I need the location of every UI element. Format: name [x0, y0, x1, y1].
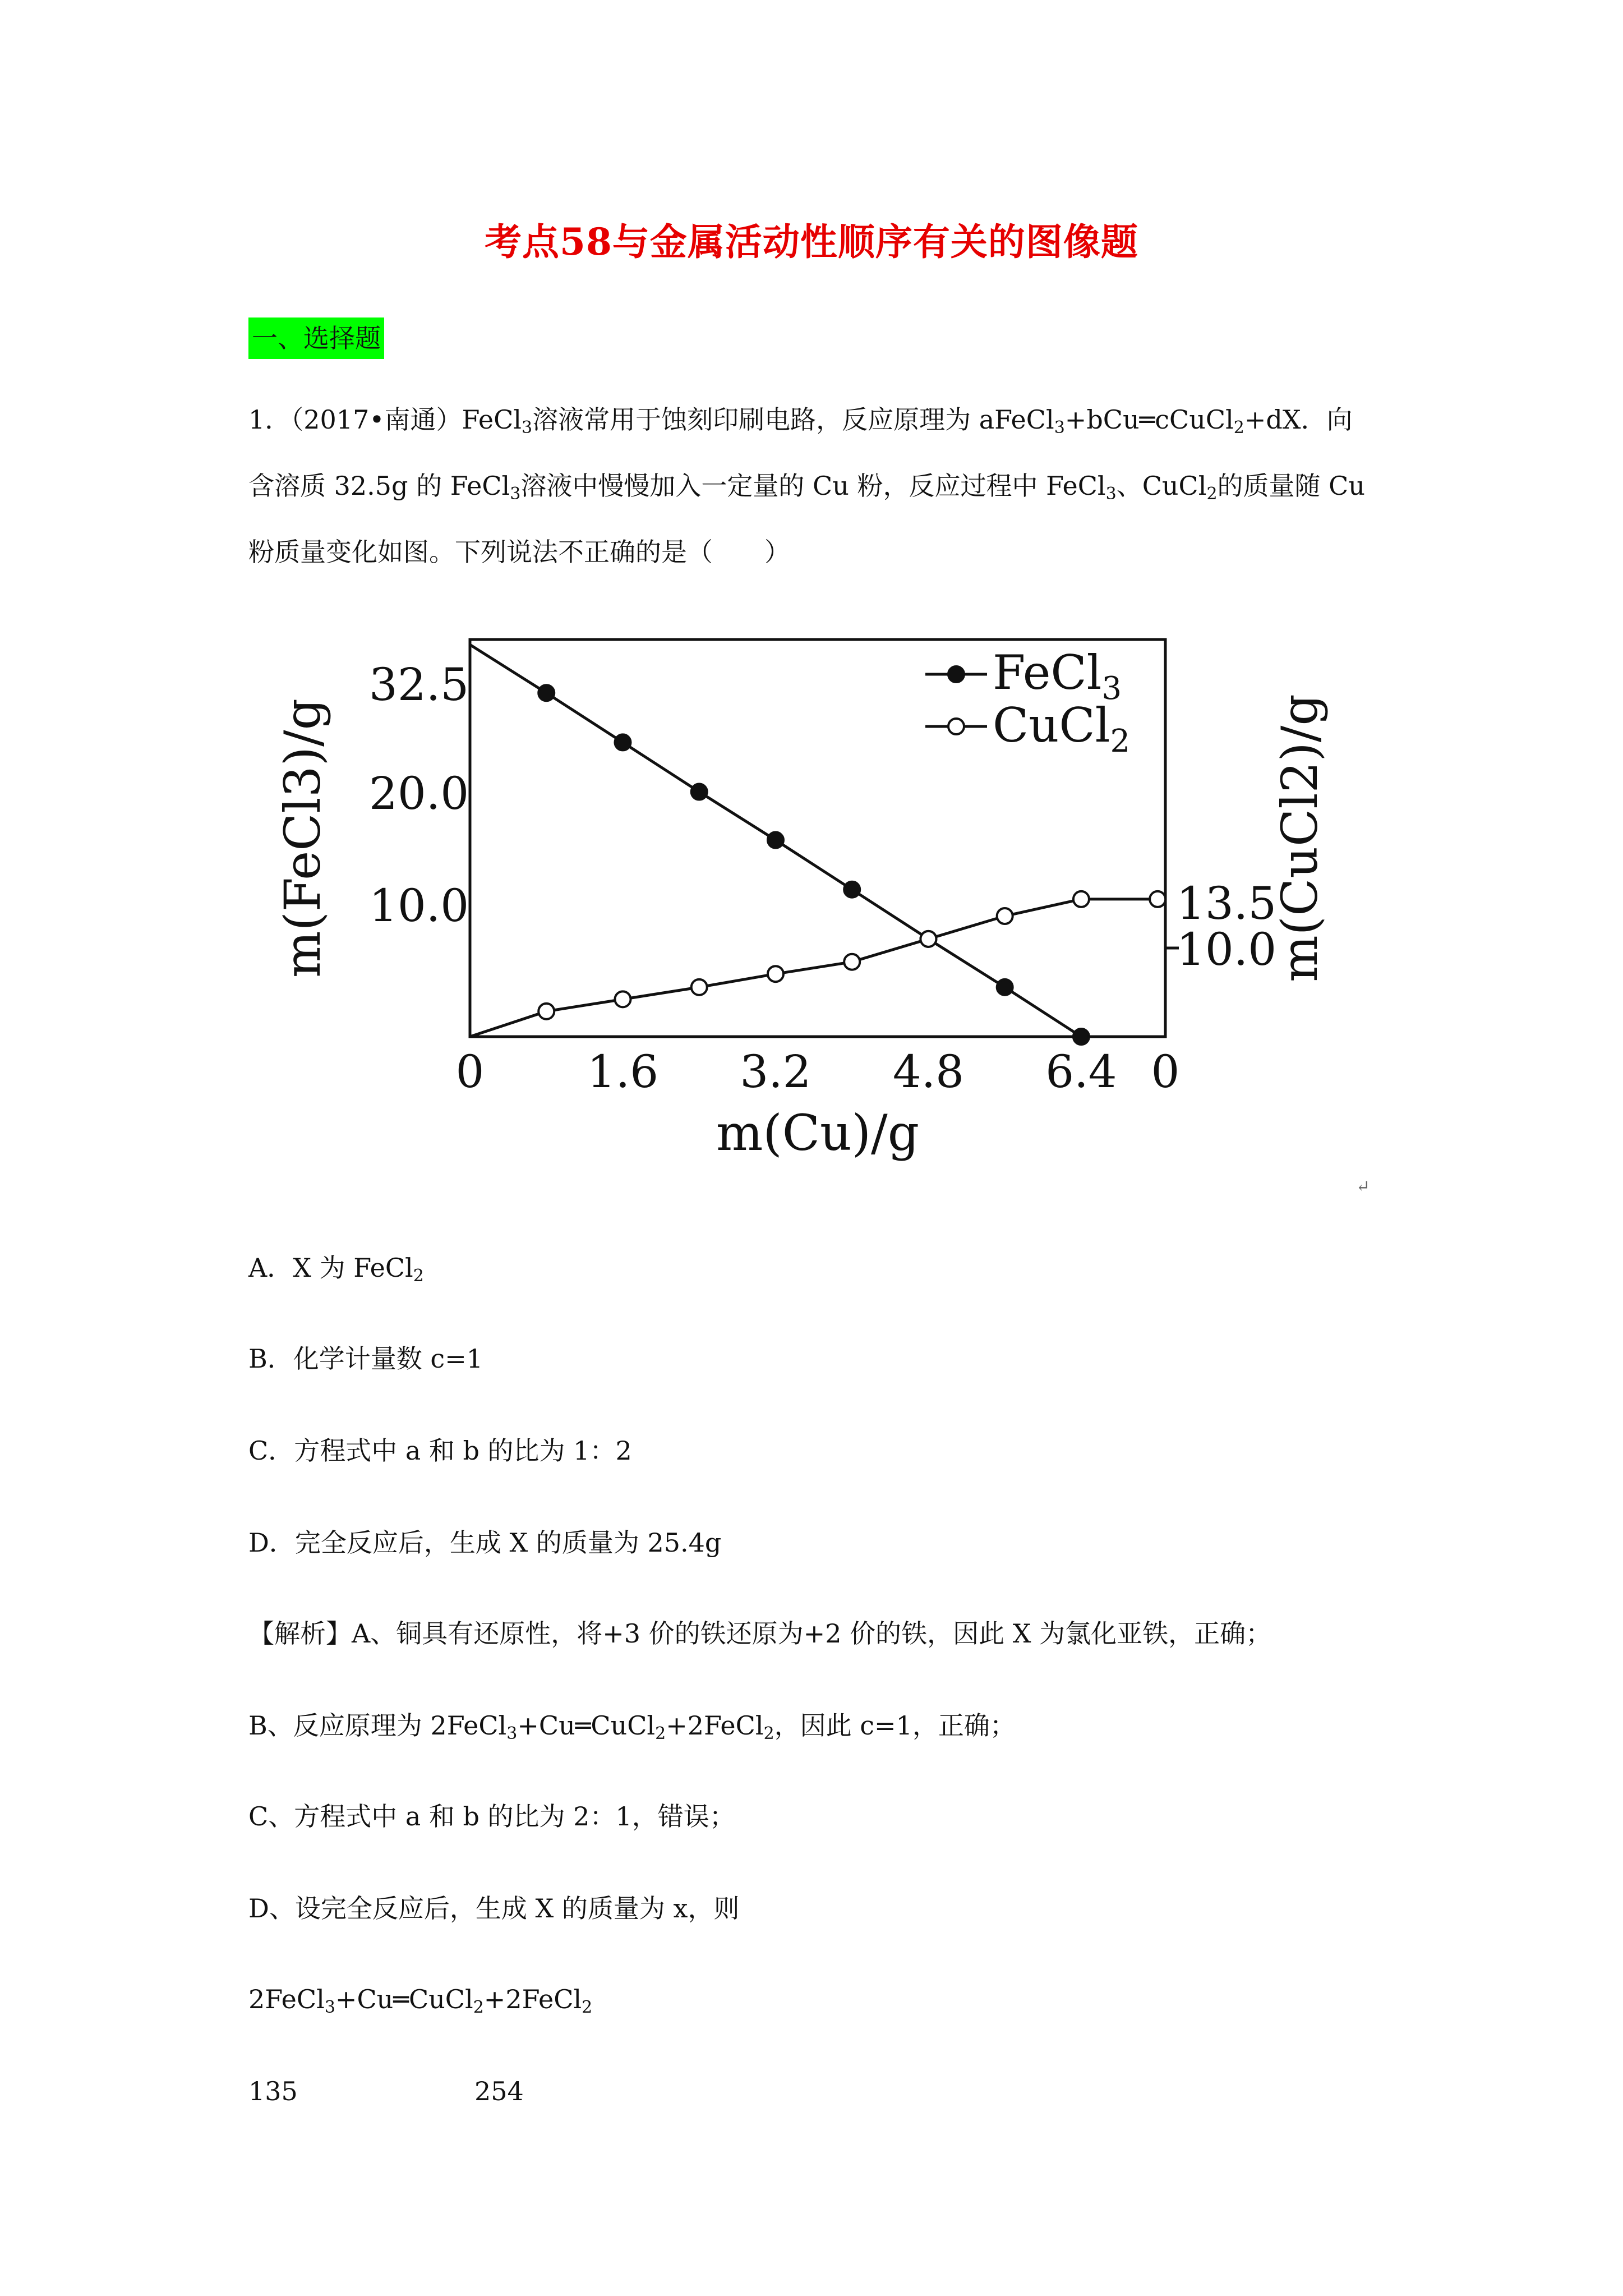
legend-marker-cucl2	[948, 719, 964, 734]
series-1-point-9	[1150, 891, 1165, 907]
y-left-tick-1: 20.0	[369, 767, 469, 820]
analysis-mass-2: 254	[474, 2076, 524, 2106]
series-0-point-1	[538, 685, 554, 701]
series-0-point-3	[691, 784, 707, 800]
y-left-tick-0: 32.5	[369, 659, 469, 711]
return-mark: ↵	[1356, 1177, 1371, 1197]
analysis-equation: 2FeCl$_3$+Cu═CuCl$_2$+2FeCl$_2$	[248, 1984, 593, 2017]
y-left-tick-2: 10.0	[369, 880, 469, 932]
legend-label-cucl2: CuCl$_2$	[993, 698, 1131, 760]
analysis-mass-1: 135	[248, 2076, 298, 2106]
question-line-1: 1．（2017•南通）FeCl$_3$溶液常用于蚀刻印刷电路，反应原理为 aFeCl$_3$+bCu═cCuCl$_2$+dX．向	[248, 404, 1353, 438]
series-1-point-5	[844, 954, 860, 970]
series-line-1	[470, 899, 1158, 1037]
series-1-point-8	[1073, 891, 1089, 907]
legend-label-fecl3: FeCl$_3$	[993, 645, 1122, 707]
legend-marker-fecl3	[948, 666, 964, 682]
series-1-point-7	[997, 908, 1013, 924]
series-1-point-6	[920, 931, 936, 947]
series-1-point-2	[615, 991, 630, 1007]
y-right-tick-0: 13.5	[1177, 877, 1277, 930]
page-title: 考点58与金属活动性顺序有关的图像题	[485, 220, 1138, 264]
question-line-2: 含溶质 32.5g 的 FeCl$_3$溶液中慢慢加入一定量的 Cu 粉，反应过程中 FeCl$_3$、CuCl$_2$的质量随 Cu	[248, 471, 1365, 504]
series-1-point-4	[768, 966, 783, 982]
analysis-d: D、设完全反应后，生成 X 的质量为 x，则	[248, 1893, 740, 1924]
option-c: C．方程式中 a 和 b 的比为 1：2	[248, 1435, 632, 1466]
series-0-point-5	[844, 882, 860, 898]
chart-svg	[264, 611, 1374, 1228]
series-1-point-1	[538, 1004, 554, 1019]
x-tick-5: 0	[1151, 1046, 1180, 1098]
x-tick-0: 0	[455, 1046, 485, 1098]
analysis-c: C、方程式中 a 和 b 的比为 2：1，错误；	[248, 1801, 735, 1832]
series-0-point-7	[997, 979, 1013, 995]
x-tick-labels	[456, 1046, 1180, 1098]
chart	[264, 611, 1374, 1228]
section-heading: 一、选择题	[248, 318, 384, 359]
option-b: B．化学计量数 c=1	[248, 1343, 483, 1374]
series-1-point-3	[691, 979, 707, 995]
analysis-a: 【解析】A、铜具有还原性，将+3 价的铁还原为+2 价的铁，因此 X 为氯化亚铁，正确；	[248, 1618, 1272, 1649]
y-left-axis-label: m(FeCl3)/g	[274, 698, 331, 978]
analysis-b: B、反应原理为 2FeCl$_3$+Cu═CuCl$_2$+2FeCl$_2$，因此 c=1，正确；	[248, 1710, 1016, 1743]
x-tick-1: 1.6	[587, 1046, 659, 1098]
option-d: D．完全反应后，生成 X 的质量为 25.4g	[248, 1527, 722, 1558]
series-0-point-4	[768, 832, 783, 848]
x-axis-label: m(Cu)/g	[716, 1104, 920, 1162]
legend	[925, 645, 1130, 760]
option-a: A．X 为 FeCl$_2$	[248, 1253, 424, 1286]
x-tick-4: 6.4	[1045, 1046, 1117, 1098]
series-0-point-8	[1073, 1029, 1089, 1045]
x-tick-2: 3.2	[740, 1046, 811, 1098]
y-right-axis-label: m(CuCl2)/g	[1271, 694, 1329, 982]
y-right-tick-1: 10.0	[1177, 923, 1277, 976]
x-tick-3: 4.8	[892, 1046, 965, 1098]
series-0-point-2	[615, 734, 630, 750]
question-line-3: 粉质量变化如图。下列说法不正确的是（ ）	[248, 537, 790, 567]
